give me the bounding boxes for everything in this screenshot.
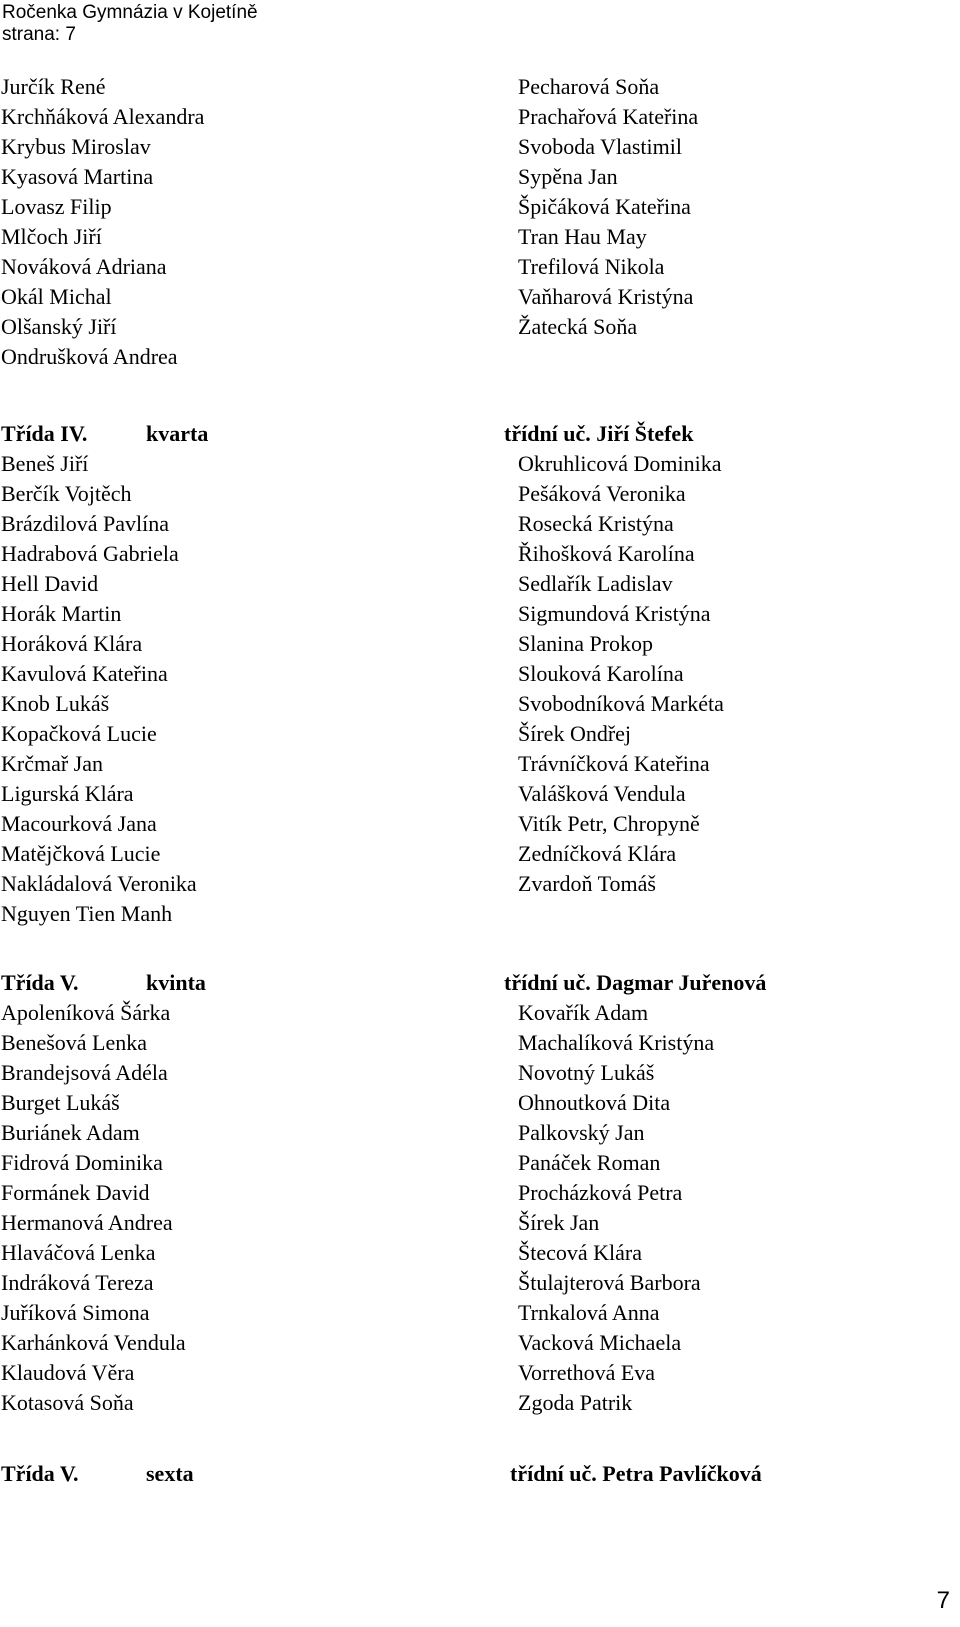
student-list-right (518, 998, 714, 1418)
class-heading (0, 1459, 960, 1489)
student-name: Berčík Vojtěch (1, 481, 132, 506)
class-teacher: třídní uč. Jiří Štefek (504, 421, 694, 446)
student-name: Buriánek Adam (1, 1120, 140, 1145)
student-name: Zgoda Patrik (518, 1390, 633, 1415)
student-name: Krčmař Jan (1, 751, 104, 776)
student-name: Ligurská Klára (1, 781, 134, 806)
student-name: Trnkalová Anna (518, 1300, 660, 1325)
student-name: Okál Michal (1, 284, 112, 309)
class-label: Třída V. (1, 1461, 79, 1486)
student-name: Lovasz Filip (1, 194, 112, 219)
student-name: Horáková Klára (1, 631, 143, 656)
student-name: Kavulová Kateřina (1, 661, 168, 686)
student-list-right (518, 72, 698, 342)
student-name: Juříková Simona (1, 1300, 150, 1325)
student-name: Fidrová Dominika (1, 1150, 163, 1175)
student-list-left (1, 72, 204, 372)
student-name: Sedlařík Ladislav (518, 571, 673, 596)
student-name: Slouková Karolína (518, 661, 684, 686)
student-name: Apoleníková Šárka (1, 1000, 171, 1025)
student-name: Svoboda Vlastimil (518, 134, 682, 159)
student-name: Vaňharová Kristýna (518, 284, 694, 309)
student-name: Nguyen Tien Manh (1, 901, 173, 926)
class-teacher: třídní uč. Petra Pavlíčková (510, 1461, 762, 1486)
student-name: Sypěna Jan (518, 164, 618, 189)
student-name: Hadrabová Gabriela (1, 541, 179, 566)
document-title: Ročenka Gymnázia v Kojetíně (2, 2, 258, 23)
student-name: Ondrušková Andrea (1, 344, 178, 369)
student-name: Nakládalová Veronika (1, 871, 197, 896)
student-name: Okruhlicová Dominika (518, 451, 722, 476)
class-section-sexta (0, 1459, 960, 1489)
student-name: Prachařová Kateřina (518, 104, 699, 129)
student-name: Kyasová Martina (1, 164, 154, 189)
student-name: Pešáková Veronika (518, 481, 686, 506)
student-name: Hermanová Andrea (1, 1210, 173, 1235)
student-name: Brázdilová Pavlína (1, 511, 170, 536)
student-name: Vacková Michaela (518, 1330, 682, 1355)
student-name: Štulajterová Barbora (518, 1270, 701, 1295)
class-section-kvinta (0, 968, 960, 1415)
student-name: Svobodníková Markéta (518, 691, 724, 716)
student-name: Novotný Lukáš (518, 1060, 655, 1085)
student-name: Machalíková Kristýna (518, 1030, 715, 1055)
student-name: Knob Lukáš (1, 691, 110, 716)
student-name: Kovařík Adam (518, 1000, 649, 1025)
student-name: Vorrethová Eva (518, 1360, 656, 1385)
student-name: Trávníčková Kateřina (518, 751, 710, 776)
student-name: Krybus Miroslav (1, 134, 151, 159)
student-name: Palkovský Jan (518, 1120, 645, 1145)
student-name: Šírek Jan (518, 1210, 600, 1235)
student-name: Indráková Tereza (1, 1270, 154, 1295)
page-label: strana: 7 (2, 24, 76, 45)
student-name: Hell David (1, 571, 99, 596)
student-name: Kopačková Lucie (1, 721, 157, 746)
student-list-continued (0, 72, 960, 372)
student-list-right (518, 449, 724, 899)
student-name: Rosecká Kristýna (518, 511, 674, 536)
student-list-left (1, 449, 197, 929)
class-name: kvarta (146, 421, 209, 446)
class-name: sexta (146, 1461, 194, 1486)
student-name: Horák Martin (1, 601, 122, 626)
student-name: Tran Hau May (518, 224, 647, 249)
class-teacher: třídní uč. Dagmar Juřenová (504, 970, 767, 995)
student-name: Klaudová Věra (1, 1360, 135, 1385)
student-name: Formánek David (1, 1180, 150, 1205)
class-heading (0, 968, 960, 998)
student-name: Kotasová Soňa (1, 1390, 134, 1415)
class-name: kvinta (146, 970, 206, 995)
student-name: Řihošková Karolína (518, 541, 695, 566)
student-name: Pecharová Soňa (518, 74, 660, 99)
student-name: Panáček Roman (518, 1150, 661, 1175)
student-name: Matějčková Lucie (1, 841, 161, 866)
class-section-kvarta (0, 419, 960, 926)
student-name: Slanina Prokop (518, 631, 654, 656)
student-name: Sigmundová Kristýna (518, 601, 711, 626)
student-name: Burget Lukáš (1, 1090, 120, 1115)
student-name: Macourková Jana (1, 811, 157, 836)
student-name: Mlčoch Jiří (1, 224, 102, 249)
student-name: Vitík Petr, Chropyně (518, 811, 700, 836)
student-name: Brandejsová Adéla (1, 1060, 168, 1085)
student-name: Zedníčková Klára (518, 841, 677, 866)
class-label: Třída IV. (1, 421, 88, 446)
student-list-left (1, 998, 186, 1418)
page-number: 7 (936, 1587, 950, 1614)
student-name: Hlaváčová Lenka (1, 1240, 156, 1265)
student-name: Karhánková Vendula (1, 1330, 186, 1355)
student-name: Štecová Klára (518, 1240, 642, 1265)
class-label: Třída V. (1, 970, 79, 995)
student-name: Zvardoň Tomáš (518, 871, 656, 896)
student-name: Ohnoutková Dita (518, 1090, 671, 1115)
student-name: Olšanský Jiří (1, 314, 117, 339)
student-name: Benešová Lenka (1, 1030, 147, 1055)
student-name: Valášková Vendula (518, 781, 686, 806)
student-name: Špičáková Kateřina (518, 194, 691, 219)
student-name: Procházková Petra (518, 1180, 683, 1205)
student-name: Šírek Ondřej (518, 721, 632, 746)
class-heading (0, 419, 960, 449)
student-name: Krchňáková Alexandra (1, 104, 205, 129)
student-name: Žatecká Soňa (518, 314, 638, 339)
student-name: Trefilová Nikola (518, 254, 665, 279)
student-name: Jurčík René (1, 74, 106, 99)
student-name: Beneš Jiří (1, 451, 89, 476)
student-name: Nováková Adriana (1, 254, 167, 279)
